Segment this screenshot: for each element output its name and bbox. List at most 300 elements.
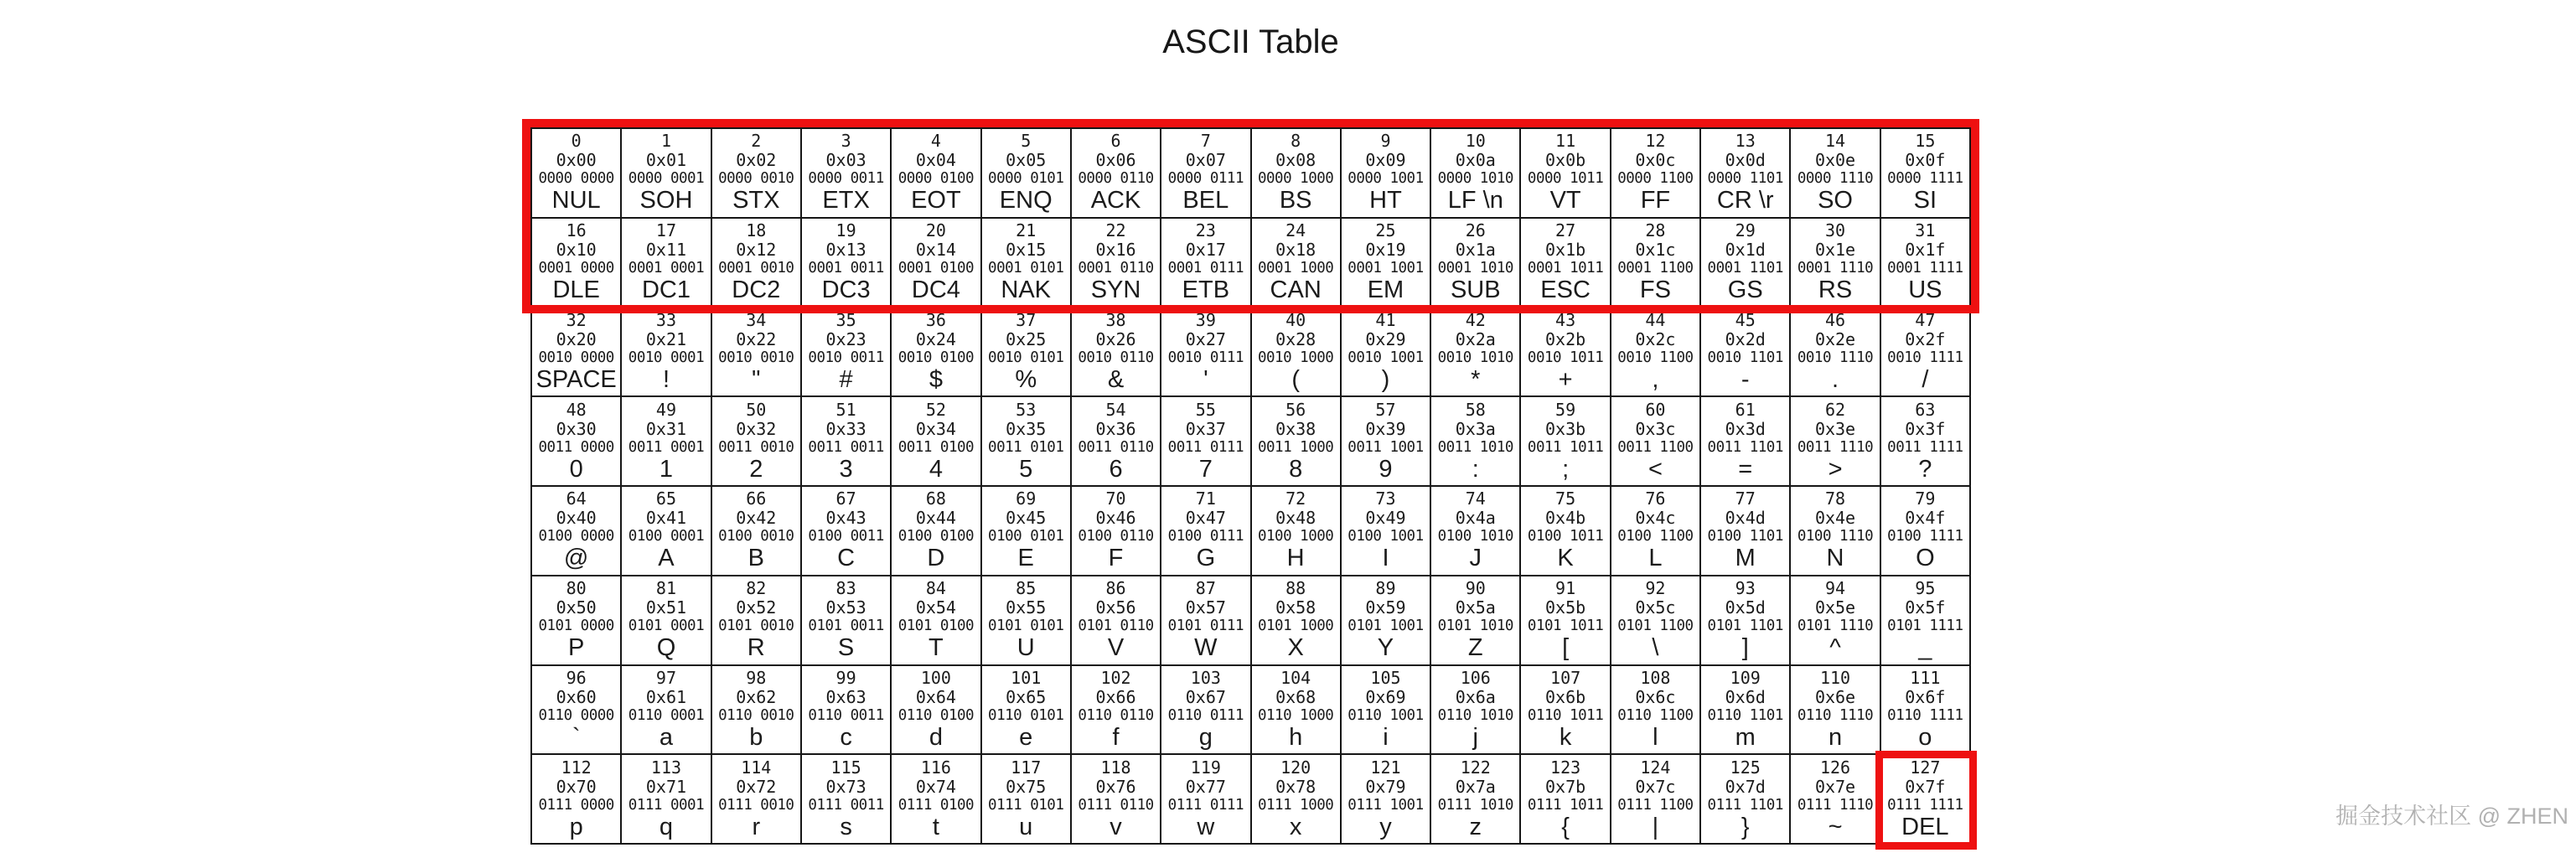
- cell-char: BS: [1279, 187, 1312, 214]
- cell-decimal: 17: [655, 220, 677, 241]
- cell-char: q: [659, 813, 674, 840]
- cell-hex: 0x15: [1006, 240, 1047, 261]
- watermark: 掘金技术社区 @ ZHEN: [2335, 804, 2568, 829]
- cell-hex: 0x43: [825, 508, 866, 529]
- ascii-cell-101: [981, 665, 1071, 755]
- cell-binary: 0011 0111: [1167, 438, 1244, 456]
- cell-char: ACK: [1090, 187, 1141, 214]
- cell-binary: 0000 0110: [1078, 170, 1154, 188]
- ascii-cell-5: [981, 128, 1071, 218]
- cell-char: J: [1469, 545, 1482, 572]
- cell-binary: 0000 1111: [1887, 170, 1963, 188]
- cell-char: K: [1557, 545, 1574, 572]
- cell-decimal: 86: [1105, 578, 1126, 599]
- cell-hex: 0x6c: [1635, 686, 1676, 707]
- cell-decimal: 42: [1465, 309, 1486, 330]
- ascii-cell-39: [1161, 308, 1250, 397]
- cell-char: US: [1908, 277, 1942, 304]
- ascii-cell-69: [981, 486, 1071, 576]
- cell-hex: 0x5b: [1545, 597, 1586, 618]
- cell-decimal: 20: [925, 220, 946, 241]
- cell-char: W: [1194, 634, 1218, 662]
- ascii-cell-17: [621, 218, 711, 308]
- cell-decimal: 112: [561, 757, 592, 778]
- ascii-cell-23: [1161, 218, 1250, 308]
- cell-binary: 0010 0001: [628, 349, 705, 366]
- cell-binary: 0001 1001: [1347, 260, 1424, 277]
- ascii-cell-116: [891, 754, 980, 844]
- cell-char: 7: [1198, 455, 1213, 483]
- cell-binary: 0100 0100: [897, 528, 975, 545]
- cell-binary: 0101 1011: [1527, 618, 1604, 635]
- cell-hex: 0x36: [1095, 418, 1136, 439]
- cell-hex: 0x5c: [1635, 597, 1676, 618]
- cell-hex: 0x4e: [1814, 508, 1856, 529]
- cell-hex: 0x08: [1275, 150, 1316, 171]
- cell-binary: 0111 1001: [1347, 796, 1424, 814]
- cell-binary: 0011 1110: [1797, 438, 1874, 456]
- cell-char: !: [662, 365, 670, 393]
- cell-hex: 0x67: [1185, 686, 1226, 707]
- cell-binary: 0110 1011: [1527, 706, 1604, 724]
- cell-binary: 0000 1010: [1437, 170, 1513, 188]
- cell-binary: 0111 1100: [1617, 796, 1694, 814]
- cell-decimal: 12: [1645, 131, 1666, 152]
- cell-binary: 0100 1010: [1437, 528, 1513, 545]
- cell-binary: 0101 0101: [988, 618, 1064, 635]
- ascii-cell-66: [711, 486, 801, 576]
- cell-binary: 0111 0111: [1167, 796, 1244, 814]
- ascii-cell-97: [621, 665, 711, 755]
- cell-decimal: 122: [1460, 757, 1491, 778]
- cell-binary: 0100 0011: [808, 528, 884, 545]
- ascii-cell-42: [1430, 308, 1520, 397]
- cell-binary: 0001 0010: [718, 260, 794, 277]
- ascii-cell-126: [1790, 754, 1880, 844]
- cell-decimal: 85: [1016, 578, 1037, 599]
- cell-decimal: 113: [650, 757, 682, 778]
- ascii-cell-75: [1520, 486, 1610, 576]
- cell-binary: 0101 1010: [1437, 618, 1513, 635]
- cell-hex: 0x39: [1365, 418, 1406, 439]
- cell-hex: 0x11: [645, 240, 687, 261]
- cell-binary: 0101 0111: [1167, 618, 1244, 635]
- cell-decimal: 3: [841, 131, 851, 152]
- cell-hex: 0x62: [736, 686, 777, 707]
- cell-decimal: 119: [1190, 757, 1221, 778]
- cell-binary: 0101 1111: [1887, 618, 1963, 635]
- cell-decimal: 108: [1640, 667, 1671, 688]
- cell-decimal: 84: [925, 578, 946, 599]
- cell-char: o: [1918, 723, 1932, 751]
- ascii-cell-21: [981, 218, 1071, 308]
- cell-hex: 0x4d: [1725, 508, 1766, 529]
- cell-decimal: 47: [1915, 309, 1936, 330]
- cell-hex: 0x5f: [1905, 597, 1946, 618]
- cell-binary: 0010 0000: [538, 349, 614, 366]
- cell-decimal: 66: [746, 488, 767, 509]
- cell-decimal: 87: [1195, 578, 1216, 599]
- ascii-cell-50: [711, 396, 801, 486]
- cell-hex: 0x4a: [1455, 508, 1496, 529]
- cell-binary: 0100 0111: [1167, 528, 1244, 545]
- cell-decimal: 116: [920, 757, 951, 778]
- cell-char: ;: [1562, 455, 1570, 483]
- cell-binary: 0111 0011: [808, 796, 884, 814]
- cell-hex: 0x47: [1185, 508, 1226, 529]
- ascii-cell-91: [1520, 576, 1610, 665]
- ascii-cell-54: [1071, 396, 1161, 486]
- cell-binary: 0011 1100: [1617, 438, 1694, 456]
- cell-hex: 0x58: [1275, 597, 1316, 618]
- cell-char: DC3: [821, 277, 871, 304]
- ascii-cell-85: [981, 576, 1071, 665]
- cell-hex: 0x07: [1185, 150, 1226, 171]
- ascii-cell-107: [1520, 665, 1610, 755]
- cell-binary: 0111 1111: [1887, 796, 1963, 814]
- cell-binary: 0100 0110: [1078, 528, 1154, 545]
- cell-hex: 0x06: [1095, 150, 1136, 171]
- ascii-cell-123: [1520, 754, 1610, 844]
- cell-char: ~: [1828, 813, 1843, 840]
- ascii-cell-115: [801, 754, 891, 844]
- cell-char: ,: [1652, 365, 1659, 393]
- cell-binary: 0011 1111: [1887, 438, 1963, 456]
- cell-hex: 0x65: [1006, 686, 1047, 707]
- cell-hex: 0x73: [825, 776, 866, 797]
- cell-decimal: 121: [1370, 757, 1401, 778]
- cell-decimal: 41: [1375, 309, 1396, 330]
- cell-binary: 0000 1000: [1257, 170, 1334, 188]
- cell-char: c: [840, 723, 852, 751]
- cell-decimal: 10: [1465, 131, 1486, 152]
- cell-binary: 0010 0010: [718, 349, 794, 366]
- ascii-cell-80: [531, 576, 621, 665]
- cell-char: U: [1016, 634, 1035, 662]
- ascii-cell-24: [1251, 218, 1341, 308]
- cell-binary: 0011 1011: [1527, 438, 1604, 456]
- cell-char: L: [1648, 545, 1663, 572]
- cell-binary: 0010 1011: [1527, 349, 1604, 366]
- cell-hex: 0x32: [736, 418, 777, 439]
- cell-decimal: 72: [1285, 488, 1306, 509]
- cell-decimal: 1: [660, 131, 671, 152]
- cell-binary: 0001 0001: [628, 260, 705, 277]
- ascii-cell-127: [1880, 754, 1970, 844]
- cell-binary: 0101 1101: [1707, 618, 1783, 635]
- cell-decimal: 56: [1285, 399, 1306, 420]
- ascii-cell-79: [1880, 486, 1970, 576]
- cell-binary: 0100 1110: [1797, 528, 1874, 545]
- cell-hex: 0x74: [915, 776, 956, 797]
- cell-binary: 0010 1100: [1617, 349, 1694, 366]
- cell-char: r: [752, 813, 761, 840]
- cell-char: m: [1735, 723, 1756, 751]
- cell-decimal: 30: [1824, 220, 1846, 241]
- cell-char: EOT: [911, 187, 961, 214]
- cell-decimal: 60: [1645, 399, 1666, 420]
- cell-binary: 0110 1001: [1347, 706, 1424, 724]
- cell-char: p: [569, 813, 583, 840]
- ascii-cell-36: [891, 308, 980, 397]
- cell-char: 8: [1289, 455, 1303, 483]
- cell-binary: 0001 0110: [1078, 260, 1154, 277]
- cell-decimal: 37: [1016, 309, 1037, 330]
- cell-char: STX: [732, 187, 780, 214]
- ascii-cell-31: [1880, 218, 1970, 308]
- ascii-cell-70: [1071, 486, 1161, 576]
- cell-hex: 0x5d: [1725, 597, 1766, 618]
- cell-binary: 0011 0000: [538, 438, 614, 456]
- cell-hex: 0x54: [915, 597, 956, 618]
- cell-char: v: [1110, 813, 1122, 840]
- cell-hex: 0x1a: [1455, 240, 1496, 261]
- cell-decimal: 103: [1190, 667, 1221, 688]
- cell-binary: 0010 0111: [1167, 349, 1244, 366]
- cell-char: }: [1741, 813, 1750, 840]
- cell-char: $: [928, 365, 943, 393]
- cell-hex: 0x53: [825, 597, 866, 618]
- cell-hex: 0x63: [825, 686, 866, 707]
- cell-char: i: [1383, 723, 1389, 751]
- cell-decimal: 38: [1105, 309, 1126, 330]
- cell-hex: 0x6e: [1814, 686, 1856, 707]
- ascii-cell-102: [1071, 665, 1161, 755]
- cell-decimal: 11: [1555, 131, 1576, 152]
- cell-char: `: [572, 723, 581, 751]
- ascii-cell-124: [1611, 754, 1700, 844]
- ascii-cell-26: [1430, 218, 1520, 308]
- cell-binary: 0011 0010: [718, 438, 794, 456]
- cell-decimal: 64: [566, 488, 587, 509]
- cell-char: 3: [839, 455, 853, 483]
- ascii-cell-93: [1700, 576, 1790, 665]
- cell-char: f: [1112, 723, 1120, 751]
- cell-binary: 0001 1010: [1437, 260, 1513, 277]
- cell-hex: 0x10: [556, 240, 597, 261]
- ascii-cell-64: [531, 486, 621, 576]
- ascii-cell-62: [1790, 396, 1880, 486]
- ascii-cell-61: [1700, 396, 1790, 486]
- cell-decimal: 58: [1465, 399, 1486, 420]
- cell-binary: 0010 0101: [988, 349, 1064, 366]
- cell-hex: 0x38: [1275, 418, 1316, 439]
- ascii-cell-90: [1430, 576, 1520, 665]
- cell-binary: 0000 1110: [1797, 170, 1874, 188]
- cell-hex: 0x2e: [1814, 328, 1856, 349]
- cell-binary: 0111 1010: [1437, 796, 1513, 814]
- cell-hex: 0x4f: [1905, 508, 1946, 529]
- cell-char: DLE: [552, 277, 600, 304]
- ascii-cell-56: [1251, 396, 1341, 486]
- cell-hex: 0x77: [1185, 776, 1226, 797]
- cell-binary: 0110 1111: [1887, 706, 1963, 724]
- cell-decimal: 9: [1380, 131, 1391, 152]
- cell-binary: 0001 1100: [1617, 260, 1694, 277]
- cell-char: X: [1287, 634, 1304, 662]
- ascii-cell-43: [1520, 308, 1610, 397]
- ascii-cell-7: [1161, 128, 1250, 218]
- cell-decimal: 26: [1465, 220, 1486, 241]
- cell-decimal: 88: [1285, 578, 1306, 599]
- cell-char: SUB: [1450, 277, 1501, 304]
- cell-binary: 0110 1100: [1617, 706, 1694, 724]
- ascii-cell-112: [531, 754, 621, 844]
- cell-hex: 0x45: [1006, 508, 1047, 529]
- cell-binary: 0001 1111: [1887, 260, 1963, 277]
- cell-binary: 0101 1110: [1797, 618, 1874, 635]
- cell-decimal: 14: [1824, 131, 1846, 152]
- cell-binary: 0111 1110: [1797, 796, 1874, 814]
- cell-char: *: [1471, 365, 1481, 393]
- page-title: ASCII Table: [1162, 23, 1339, 60]
- cell-binary: 0000 0011: [808, 170, 884, 188]
- ascii-cell-88: [1251, 576, 1341, 665]
- cell-char: ]: [1741, 634, 1749, 662]
- cell-decimal: 62: [1824, 399, 1846, 420]
- cell-char: C: [837, 545, 856, 572]
- ascii-cell-68: [891, 486, 980, 576]
- cell-decimal: 43: [1555, 309, 1576, 330]
- ascii-cell-22: [1071, 218, 1161, 308]
- cell-char: j: [1472, 723, 1478, 751]
- ascii-cell-84: [891, 576, 980, 665]
- cell-binary: 0011 0110: [1078, 438, 1154, 456]
- cell-char: F: [1108, 545, 1124, 572]
- cell-hex: 0x18: [1275, 240, 1316, 261]
- cell-decimal: 49: [655, 399, 677, 420]
- cell-decimal: 78: [1824, 488, 1846, 509]
- ascii-cell-3: [801, 128, 891, 218]
- cell-decimal: 53: [1016, 399, 1037, 420]
- cell-binary: 0100 1111: [1887, 528, 1963, 545]
- ascii-cell-33: [621, 308, 711, 397]
- cell-char: NAK: [1001, 277, 1052, 304]
- ascii-cell-35: [801, 308, 891, 397]
- cell-char: ': [1203, 365, 1208, 393]
- cell-char: FS: [1639, 277, 1671, 304]
- ascii-cell-9: [1341, 128, 1430, 218]
- ascii-cell-49: [621, 396, 711, 486]
- cell-decimal: 79: [1915, 488, 1936, 509]
- ascii-cell-15: [1880, 128, 1970, 218]
- ascii-cell-110: [1790, 665, 1880, 755]
- cell-decimal: 76: [1645, 488, 1666, 509]
- cell-char: B: [747, 545, 764, 572]
- ascii-cell-25: [1341, 218, 1430, 308]
- ascii-cell-95: [1880, 576, 1970, 665]
- cell-char: ESC: [1540, 277, 1591, 304]
- cell-binary: 0000 1011: [1527, 170, 1604, 188]
- cell-binary: 0100 1100: [1617, 528, 1694, 545]
- cell-decimal: 24: [1285, 220, 1306, 241]
- cell-hex: 0x6a: [1455, 686, 1496, 707]
- cell-hex: 0x0b: [1545, 150, 1586, 171]
- cell-hex: 0x3b: [1545, 418, 1586, 439]
- cell-decimal: 31: [1915, 220, 1936, 241]
- cell-binary: 0111 1101: [1707, 796, 1783, 814]
- cell-decimal: 13: [1735, 131, 1756, 152]
- cell-hex: 0x2f: [1905, 328, 1946, 349]
- cell-char: _: [1918, 634, 1932, 662]
- cell-binary: 0111 1011: [1527, 796, 1604, 814]
- cell-hex: 0x42: [736, 508, 777, 529]
- ascii-cell-117: [981, 754, 1071, 844]
- cell-binary: 0110 0011: [808, 706, 884, 724]
- cell-char: >: [1828, 455, 1843, 483]
- ascii-cell-44: [1611, 308, 1700, 397]
- cell-binary: 0010 1000: [1257, 349, 1334, 366]
- cell-binary: 0101 0001: [628, 618, 705, 635]
- cell-hex: 0x60: [556, 686, 597, 707]
- cell-hex: 0x0e: [1814, 150, 1856, 171]
- cell-hex: 0x3a: [1455, 418, 1496, 439]
- ascii-cell-118: [1071, 754, 1161, 844]
- ascii-cell-41: [1341, 308, 1430, 397]
- cell-hex: 0x52: [736, 597, 777, 618]
- ascii-cell-55: [1161, 396, 1250, 486]
- cell-decimal: 55: [1195, 399, 1216, 420]
- cell-decimal: 39: [1195, 309, 1216, 330]
- cell-hex: 0x3d: [1725, 418, 1766, 439]
- cell-hex: 0x57: [1185, 597, 1226, 618]
- cell-hex: 0x56: [1095, 597, 1136, 618]
- cell-binary: 0011 0001: [628, 438, 705, 456]
- cell-char: ): [1381, 365, 1390, 393]
- cell-decimal: 77: [1735, 488, 1756, 509]
- cell-binary: 0101 0110: [1078, 618, 1154, 635]
- cell-hex: 0x7c: [1635, 776, 1676, 797]
- ascii-cell-109: [1700, 665, 1790, 755]
- cell-hex: 0x6d: [1725, 686, 1766, 707]
- ascii-cell-40: [1251, 308, 1341, 397]
- cell-decimal: 16: [566, 220, 587, 241]
- cell-binary: 0001 0111: [1167, 260, 1244, 277]
- ascii-cell-59: [1520, 396, 1610, 486]
- cell-char: DC4: [911, 277, 960, 304]
- cell-hex: 0x48: [1275, 508, 1316, 529]
- cell-char: s: [840, 813, 852, 840]
- cell-decimal: 67: [835, 488, 856, 509]
- cell-binary: 0011 0011: [808, 438, 884, 456]
- cell-binary: 0111 0010: [718, 796, 794, 814]
- cell-decimal: 96: [566, 667, 587, 688]
- cell-decimal: 99: [835, 667, 856, 688]
- cell-binary: 0110 1101: [1707, 706, 1783, 724]
- cell-char: b: [749, 723, 763, 751]
- cell-binary: 0001 0100: [897, 260, 975, 277]
- cell-decimal: 104: [1280, 667, 1311, 688]
- cell-binary: 0100 1001: [1347, 528, 1424, 545]
- cell-char: BEL: [1182, 187, 1229, 214]
- cell-hex: 0x24: [915, 328, 956, 349]
- ascii-cell-37: [981, 308, 1071, 397]
- cell-decimal: 27: [1555, 220, 1576, 241]
- cell-hex: 0x0d: [1725, 150, 1766, 171]
- cell-decimal: 21: [1016, 220, 1037, 241]
- cell-decimal: 29: [1735, 220, 1756, 241]
- cell-char: e: [1019, 723, 1033, 751]
- cell-char: k: [1559, 723, 1572, 751]
- ascii-cell-12: [1611, 128, 1700, 218]
- cell-binary: 0100 0001: [628, 528, 705, 545]
- cell-decimal: 114: [741, 757, 772, 778]
- ascii-cell-28: [1611, 218, 1700, 308]
- cell-hex: 0x68: [1275, 686, 1316, 707]
- cell-char: ?: [1918, 455, 1932, 483]
- cell-hex: 0x30: [556, 418, 597, 439]
- cell-binary: 0110 0100: [897, 706, 975, 724]
